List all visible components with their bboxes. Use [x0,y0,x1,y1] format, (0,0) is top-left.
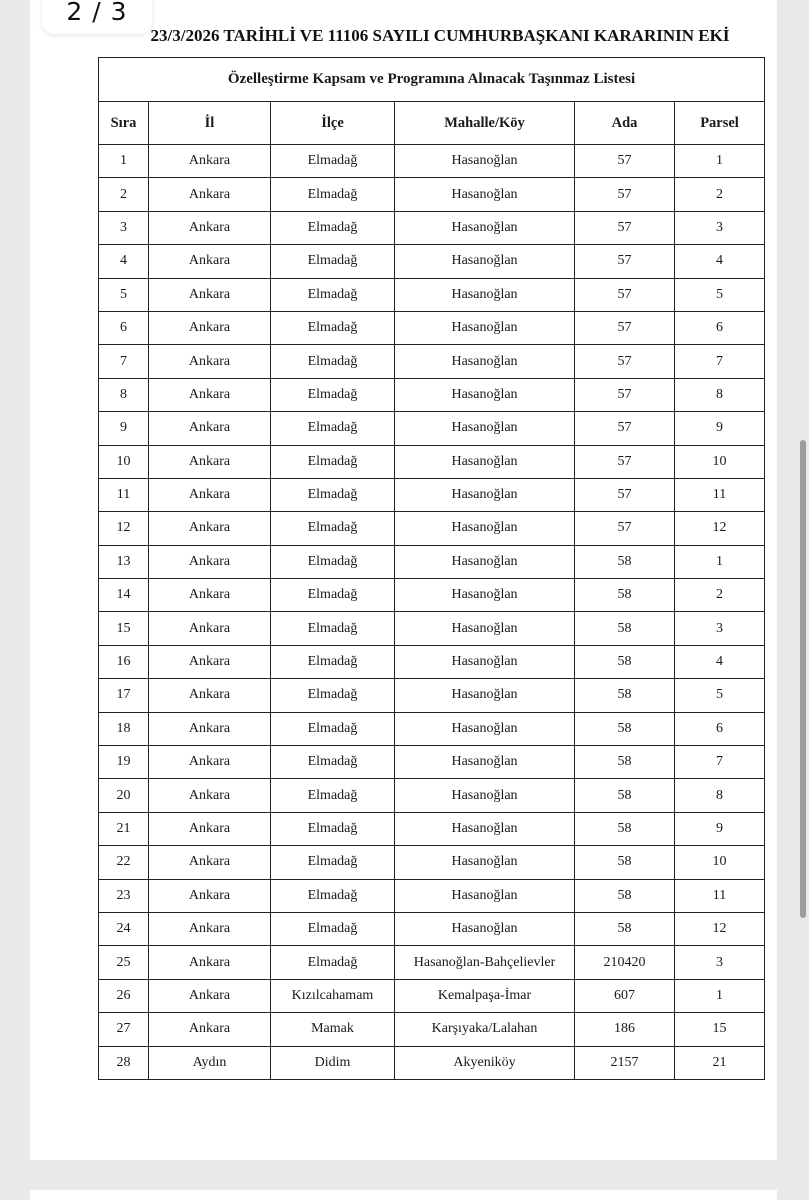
ada-cell: 57 [575,512,675,545]
parsel-cell: 4 [675,245,765,278]
mahalle-koy-cell: Akyeniköy [395,1046,575,1079]
mahalle-koy-cell: Hasanoğlan [395,812,575,845]
ilce-cell: Elmadağ [271,145,395,178]
mahalle-koy-cell: Hasanoğlan [395,445,575,478]
ada-cell: 607 [575,979,675,1012]
il-cell: Ankara [149,579,271,612]
table-row [99,145,765,178]
ada-cell: 58 [575,612,675,645]
il-cell: Ankara [149,245,271,278]
mahalle-koy-cell: Hasanoğlan [395,912,575,945]
sira-cell: 16 [99,645,149,678]
table-row [99,879,765,912]
parsel-cell: 15 [675,1013,765,1046]
parsel-cell: 9 [675,812,765,845]
ada-cell: 57 [575,412,675,445]
ada-cell: 57 [575,478,675,511]
ilce-cell: Elmadağ [271,245,395,278]
table-body [99,145,765,1080]
mahalle-koy-cell: Hasanoğlan [395,412,575,445]
ilce-cell: Elmadağ [271,645,395,678]
sira-cell: 11 [99,478,149,511]
mahalle-koy-cell: Hasanoğlan [395,612,575,645]
ada-cell: 58 [575,779,675,812]
ada-cell: 186 [575,1013,675,1046]
il-cell: Ankara [149,311,271,344]
ilce-cell: Elmadağ [271,345,395,378]
next-page-edge [30,1190,777,1200]
sira-cell: 8 [99,378,149,411]
ilce-cell: Elmadağ [271,378,395,411]
ilce-cell: Elmadağ [271,445,395,478]
ada-cell: 57 [575,311,675,344]
ilce-cell: Elmadağ [271,545,395,578]
ilce-cell: Elmadağ [271,612,395,645]
column-header-parsel: Parsel [675,102,765,145]
parsel-cell: 10 [675,445,765,478]
il-cell: Ankara [149,645,271,678]
column-header-il: İl [149,102,271,145]
mahalle-koy-cell: Hasanoğlan [395,846,575,879]
mahalle-koy-cell: Hasanoğlan [395,145,575,178]
parsel-cell: 12 [675,912,765,945]
table-row [99,712,765,745]
il-cell: Ankara [149,879,271,912]
ada-cell: 58 [575,812,675,845]
parsel-cell: 1 [675,979,765,1012]
table-row [99,245,765,278]
sira-cell: 1 [99,145,149,178]
ada-cell: 58 [575,645,675,678]
sira-cell: 23 [99,879,149,912]
il-cell: Ankara [149,946,271,979]
mahalle-koy-cell: Hasanoğlan [395,478,575,511]
table-row [99,478,765,511]
column-header-sira: Sıra [99,102,149,145]
il-cell: Ankara [149,746,271,779]
table-row [99,211,765,244]
parsel-cell: 10 [675,846,765,879]
table-row [99,412,765,445]
table-row [99,278,765,311]
ada-cell: 58 [575,912,675,945]
table-row [99,812,765,845]
column-header-mahalle-koy: Mahalle/Köy [395,102,575,145]
ilce-cell: Elmadağ [271,278,395,311]
parsel-cell: 1 [675,145,765,178]
ada-cell: 58 [575,579,675,612]
parsel-cell: 3 [675,946,765,979]
table-row [99,679,765,712]
il-cell: Ankara [149,545,271,578]
table-row [99,1013,765,1046]
il-cell: Ankara [149,512,271,545]
ada-cell: 58 [575,679,675,712]
parsel-cell: 7 [675,746,765,779]
column-header-ilce: İlçe [271,102,395,145]
parsel-cell: 1 [675,545,765,578]
table-row [99,612,765,645]
sira-cell: 18 [99,712,149,745]
ilce-cell: Elmadağ [271,812,395,845]
sira-cell: 25 [99,946,149,979]
mahalle-koy-cell: Kemalpaşa-İmar [395,979,575,1012]
sira-cell: 12 [99,512,149,545]
sira-cell: 22 [99,846,149,879]
mahalle-koy-cell: Hasanoğlan [395,345,575,378]
parsel-cell: 4 [675,645,765,678]
table-row [99,779,765,812]
table-row [99,311,765,344]
ada-cell: 58 [575,846,675,879]
mahalle-koy-cell: Hasanoğlan [395,278,575,311]
ilce-cell: Elmadağ [271,311,395,344]
mahalle-koy-cell: Hasanoğlan [395,545,575,578]
table-row [99,645,765,678]
sira-cell: 7 [99,345,149,378]
ada-cell: 58 [575,879,675,912]
il-cell: Ankara [149,145,271,178]
parsel-cell: 21 [675,1046,765,1079]
ada-cell: 57 [575,445,675,478]
ilce-cell: Elmadağ [271,412,395,445]
ilce-cell: Elmadağ [271,478,395,511]
il-cell: Ankara [149,412,271,445]
table-row [99,345,765,378]
parsel-cell: 7 [675,345,765,378]
mahalle-koy-cell: Hasanoğlan [395,779,575,812]
parsel-cell: 2 [675,579,765,612]
sira-cell: 4 [99,245,149,278]
parsel-cell: 11 [675,478,765,511]
sira-cell: 10 [99,445,149,478]
mahalle-koy-cell: Hasanoğlan-Bahçelievler [395,946,575,979]
ilce-cell: Elmadağ [271,779,395,812]
table-row [99,378,765,411]
table-row [99,445,765,478]
column-header-ada: Ada [575,102,675,145]
ilce-cell: Elmadağ [271,746,395,779]
ilce-cell: Didim [271,1046,395,1079]
parsel-cell: 2 [675,178,765,211]
sira-cell: 3 [99,211,149,244]
table-row [99,946,765,979]
mahalle-koy-cell: Hasanoğlan [395,245,575,278]
ada-cell: 57 [575,345,675,378]
il-cell: Aydın [149,1046,271,1079]
sira-cell: 21 [99,812,149,845]
il-cell: Ankara [149,445,271,478]
ada-cell: 58 [575,712,675,745]
ada-cell: 2157 [575,1046,675,1079]
sira-cell: 27 [99,1013,149,1046]
table-row [99,912,765,945]
parsel-cell: 8 [675,779,765,812]
mahalle-koy-cell: Hasanoğlan [395,378,575,411]
il-cell: Ankara [149,912,271,945]
sira-cell: 26 [99,979,149,1012]
sira-cell: 6 [99,311,149,344]
table-row [99,512,765,545]
ilce-cell: Elmadağ [271,946,395,979]
sira-cell: 28 [99,1046,149,1079]
sira-cell: 15 [99,612,149,645]
ilce-cell: Elmadağ [271,211,395,244]
sira-cell: 17 [99,679,149,712]
il-cell: Ankara [149,712,271,745]
mahalle-koy-cell: Hasanoğlan [395,879,575,912]
sira-cell: 13 [99,545,149,578]
document-page [30,0,777,1160]
parsel-cell: 3 [675,612,765,645]
il-cell: Ankara [149,812,271,845]
il-cell: Ankara [149,679,271,712]
table-row [99,846,765,879]
parsel-cell: 5 [675,679,765,712]
parsel-cell: 6 [675,311,765,344]
ilce-cell: Elmadağ [271,178,395,211]
il-cell: Ankara [149,846,271,879]
document-title: 23/3/2026 TARİHLİ VE 11106 SAYILI CUMHURBAŞKANI KARARININ EKİ [150,26,730,45]
ada-cell: 58 [575,545,675,578]
scrollbar[interactable] [797,0,809,1200]
table-row [99,178,765,211]
ada-cell: 58 [575,746,675,779]
table-row [99,545,765,578]
mahalle-koy-cell: Hasanoğlan [395,746,575,779]
ilce-cell: Elmadağ [271,512,395,545]
mahalle-koy-cell: Karşıyaka/Lalahan [395,1013,575,1046]
ilce-cell: Elmadağ [271,679,395,712]
parsel-cell: 8 [675,378,765,411]
sira-cell: 20 [99,779,149,812]
mahalle-koy-cell: Hasanoğlan [395,712,575,745]
il-cell: Ankara [149,211,271,244]
sira-cell: 24 [99,912,149,945]
mahalle-koy-cell: Hasanoğlan [395,178,575,211]
page-indicator: 2 / 3 [42,0,152,34]
il-cell: Ankara [149,779,271,812]
sira-cell: 2 [99,178,149,211]
table-row [99,579,765,612]
il-cell: Ankara [149,979,271,1012]
ilce-cell: Mamak [271,1013,395,1046]
ilce-cell: Kızılcahamam [271,979,395,1012]
ilce-cell: Elmadağ [271,912,395,945]
parsel-cell: 11 [675,879,765,912]
ilce-cell: Elmadağ [271,846,395,879]
ilce-cell: Elmadağ [271,579,395,612]
sira-cell: 5 [99,278,149,311]
table-row [99,1046,765,1079]
table-caption: Özelleştirme Kapsam ve Programına Alınacak Taşınmaz Listesi [99,58,765,102]
parsel-cell: 12 [675,512,765,545]
mahalle-koy-cell: Hasanoğlan [395,211,575,244]
parsel-cell: 6 [675,712,765,745]
table-row [99,746,765,779]
mahalle-koy-cell: Hasanoğlan [395,645,575,678]
table-header-row [99,102,765,145]
il-cell: Ankara [149,1013,271,1046]
mahalle-koy-cell: Hasanoğlan [395,679,575,712]
ada-cell: 57 [575,245,675,278]
sira-cell: 19 [99,746,149,779]
sira-cell: 14 [99,579,149,612]
mahalle-koy-cell: Hasanoğlan [395,579,575,612]
il-cell: Ankara [149,612,271,645]
parsel-cell: 3 [675,211,765,244]
il-cell: Ankara [149,178,271,211]
il-cell: Ankara [149,345,271,378]
ilce-cell: Elmadağ [271,712,395,745]
ada-cell: 210420 [575,946,675,979]
mahalle-koy-cell: Hasanoğlan [395,512,575,545]
mahalle-koy-cell: Hasanoğlan [395,311,575,344]
ada-cell: 57 [575,145,675,178]
ilce-cell: Elmadağ [271,879,395,912]
ada-cell: 57 [575,278,675,311]
ada-cell: 57 [575,178,675,211]
table-row [99,979,765,1012]
parsel-cell: 9 [675,412,765,445]
parsel-cell: 5 [675,278,765,311]
ada-cell: 57 [575,211,675,244]
ada-cell: 57 [575,378,675,411]
il-cell: Ankara [149,278,271,311]
il-cell: Ankara [149,378,271,411]
property-list-table [98,57,765,1080]
il-cell: Ankara [149,478,271,511]
scrollbar-thumb[interactable] [800,440,806,918]
sira-cell: 9 [99,412,149,445]
